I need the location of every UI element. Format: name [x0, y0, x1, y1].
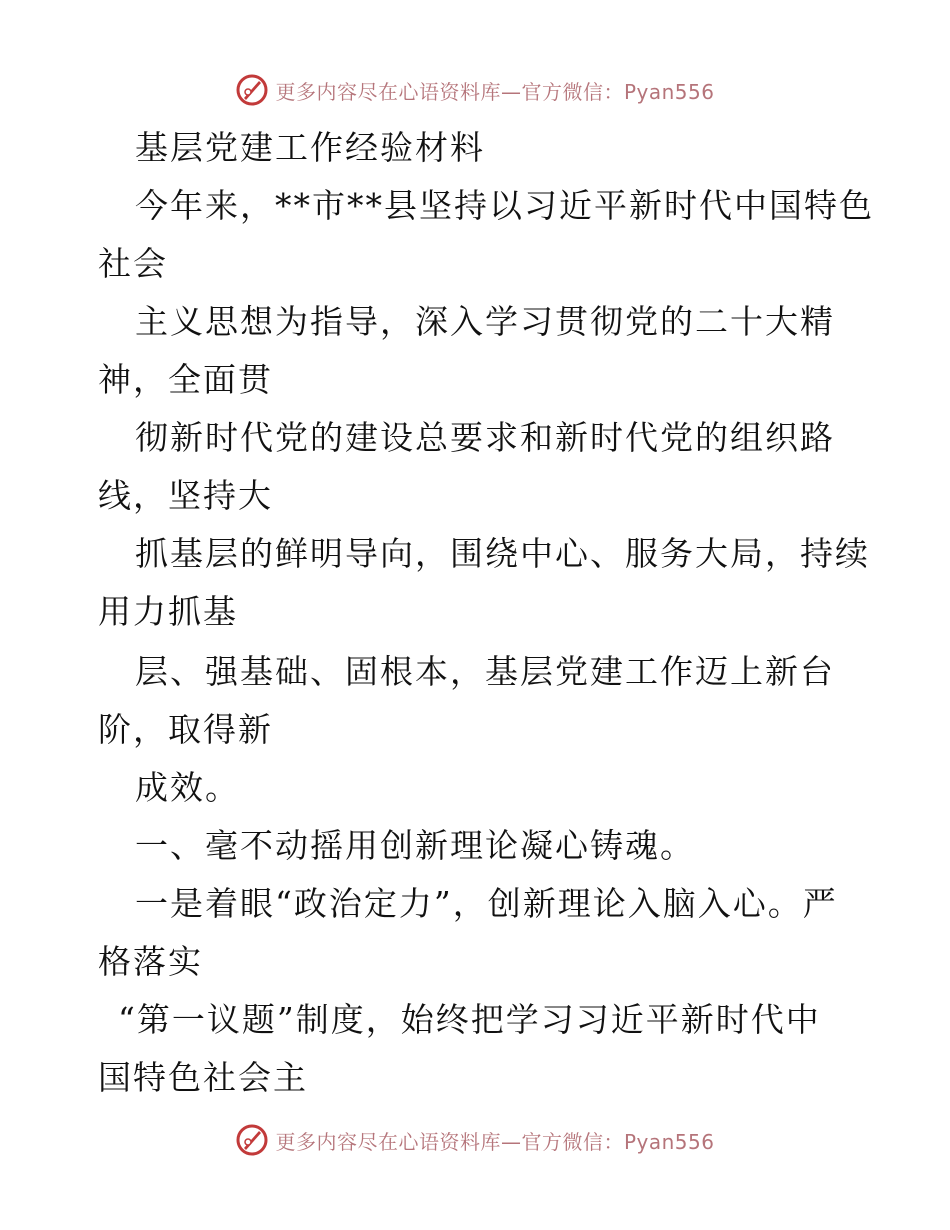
text-line: “第一议题”制度，始终把学习习近平新时代中 [118, 1000, 821, 1039]
footer-banner [0, 1120, 950, 1160]
text-line: 线，坚持大 [98, 476, 273, 515]
text-line: 成效。 [135, 768, 240, 807]
text-line: 格落实 [98, 942, 203, 981]
text-line: 用力抓基 [98, 592, 238, 631]
quill-logo-icon [235, 1123, 269, 1157]
text-line: 阶，取得新 [98, 710, 273, 749]
text-line: 一是着眼“政治定力”，创新理论入脑入心。严 [135, 884, 838, 923]
text-line: 国特色社会主 [98, 1058, 308, 1097]
text-line: 主义思想为指导，深入学习贯彻党的二十大精 [135, 302, 835, 341]
header-banner-text: 更多内容尽在心语资料库—官方微信：Pyan556 [275, 79, 715, 104]
footer-banner-text: 更多内容尽在心语资料库—官方微信：Pyan556 [275, 1129, 715, 1154]
text-line: 层、强基础、固根本，基层党建工作迈上新台 [135, 652, 835, 691]
header-banner [0, 70, 950, 110]
text-line: 神，全面贯 [98, 360, 273, 399]
text-line: 抓基层的鲜明导向，围绕中心、服务大局，持续 [135, 534, 870, 573]
section-heading: 一、毫不动摇用创新理论凝心铸魂。 [135, 826, 695, 865]
quill-logo-icon [235, 73, 269, 107]
text-line: 社会 [98, 244, 168, 283]
document-title: 基层党建工作经验材料 [135, 128, 485, 167]
text-line: 今年来，**市**县坚持以习近平新时代中国特色 [135, 186, 874, 225]
text-line: 彻新时代党的建设总要求和新时代党的组织路 [135, 418, 835, 457]
